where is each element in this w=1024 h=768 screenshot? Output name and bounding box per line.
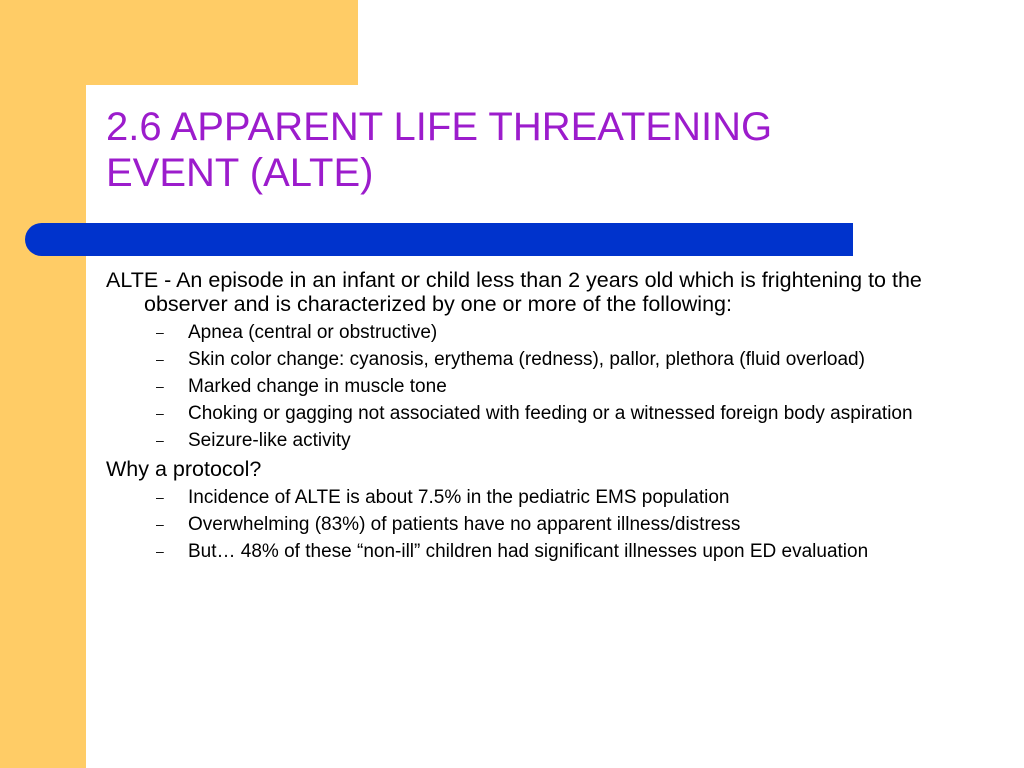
dash-marker: – (156, 324, 164, 340)
list-item-text: Skin color change: cyanosis, erythema (redness), pallor, plethora (fluid overload) (188, 349, 865, 370)
accent-band-left (0, 0, 86, 768)
list-item-text: Marked change in muscle tone (188, 376, 447, 397)
bullet-why-protocol: Why a protocol? (106, 457, 262, 481)
list-item-text: Apnea (central or obstructive) (188, 322, 438, 343)
dash-marker: – (156, 489, 164, 505)
list-item (106, 403, 976, 424)
title-divider-bar (25, 223, 853, 256)
alte-criteria-list (106, 322, 976, 451)
list-item (106, 349, 976, 370)
slide-body (106, 268, 976, 568)
list-item (106, 541, 976, 562)
dash-marker: – (156, 378, 164, 394)
dash-marker: – (156, 432, 164, 448)
accent-block-top (86, 0, 358, 85)
protocol-reasons-list (106, 487, 976, 562)
slide-title-line: EVENT (ALTE) (106, 151, 374, 195)
bullet-alte-definition: ALTE - An episode in an infant or child less than 2 years old which is frightening to the observer and is characterized by one or more of the following: (106, 268, 922, 316)
list-item-text: Overwhelming (83%) of patients have no apparent illness/distress (188, 514, 741, 535)
list-item-text: Incidence of ALTE is about 7.5% in the pediatric EMS population (188, 487, 730, 508)
list-item-text: Seizure-like activity (188, 430, 351, 451)
list-item-text: But… 48% of these “non-ill” children had significant illnesses upon ED evaluation (188, 541, 869, 562)
list-item (106, 514, 976, 535)
dash-marker: – (156, 351, 164, 367)
list-item (106, 376, 976, 397)
list-item (106, 322, 976, 343)
list-item-text: Choking or gagging not associated with feeding or a witnessed foreign body aspiration (188, 403, 913, 424)
dash-marker: – (156, 405, 164, 421)
list-item (106, 430, 976, 451)
slide-title-line: 2.6 APPARENT LIFE THREATENING (106, 105, 773, 149)
list-item (106, 487, 976, 508)
slide-title (106, 104, 986, 196)
dash-marker: – (156, 516, 164, 532)
dash-marker: – (156, 543, 164, 559)
